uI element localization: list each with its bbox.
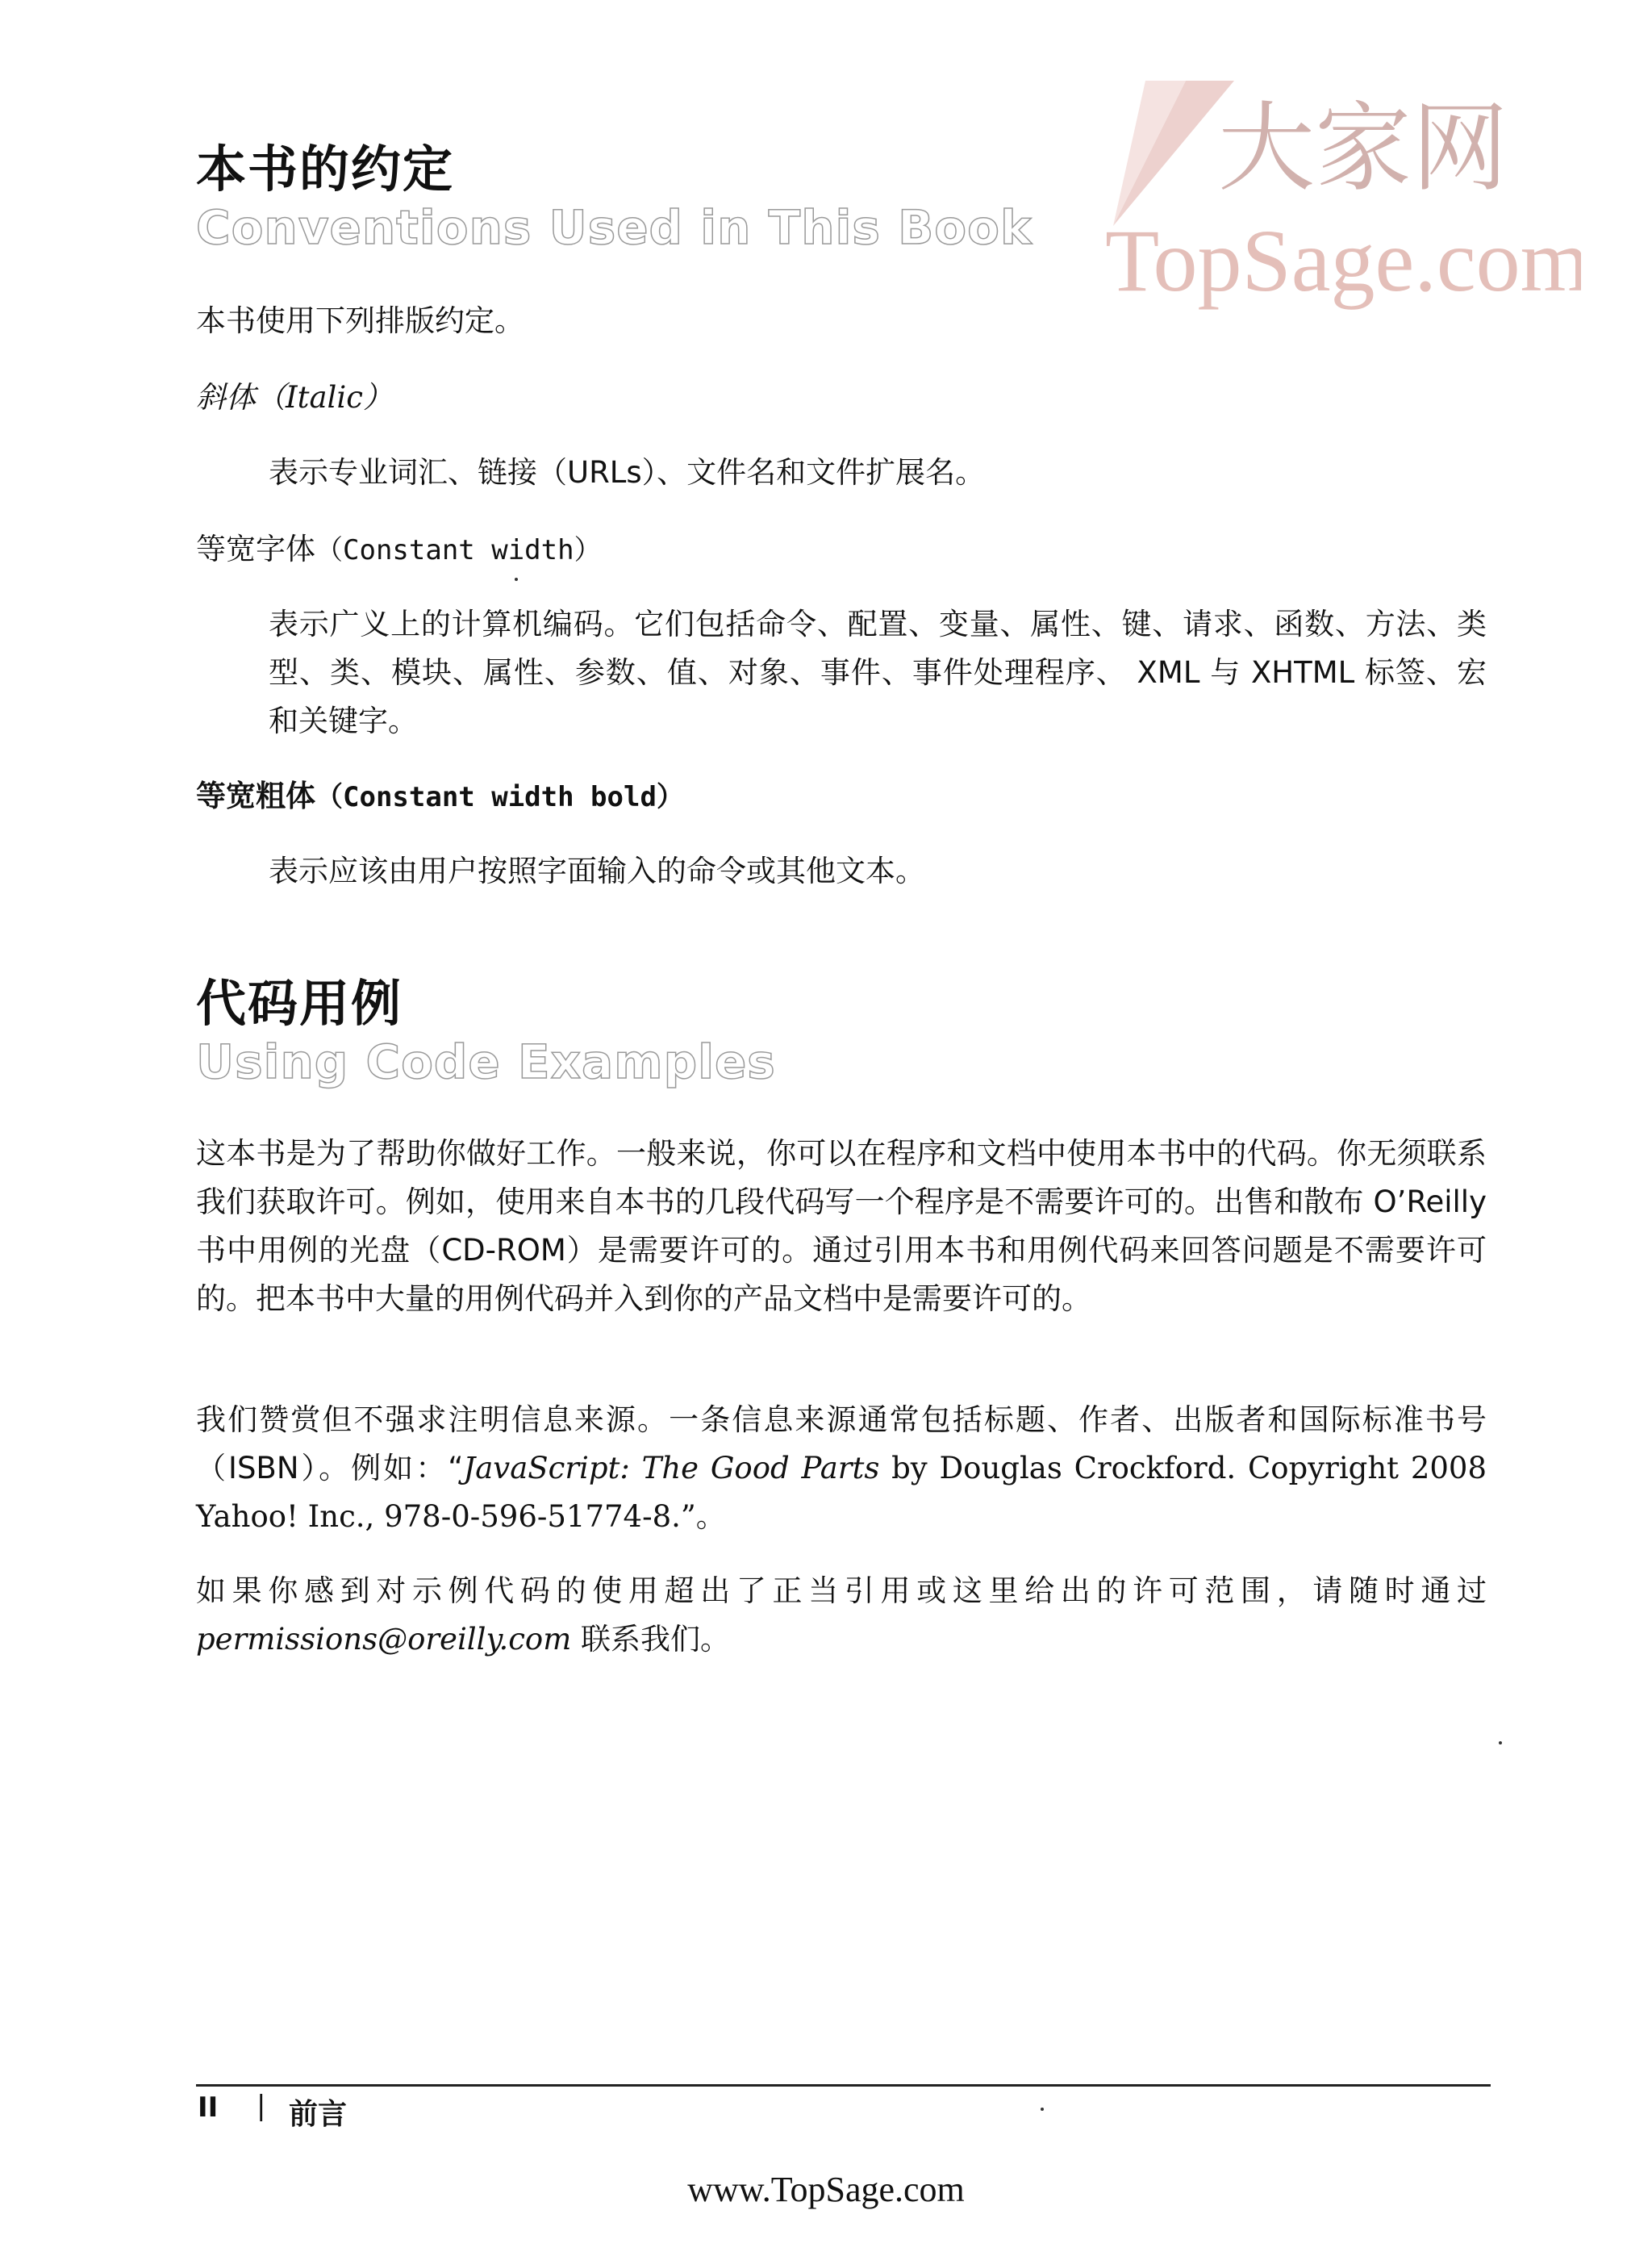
footer-rule bbox=[196, 2084, 1491, 2087]
para2-book-title: JavaScript: The Good Parts bbox=[463, 1451, 880, 1485]
term-bold-cn: 等宽粗体 bbox=[196, 779, 315, 813]
svg-text:TopSage.com: TopSage.com bbox=[1105, 211, 1581, 310]
para3-end: 联系我们。 bbox=[571, 1622, 731, 1657]
para3-start: 如果你感到对示例代码的使用超出了正当引用或这里给出的许可范围，请随时通过 bbox=[196, 1573, 1487, 1608]
para2-end: by Douglas Crockford. Copyright 2008 Yahoo! Inc., 978-0-596-51774-8.”。 bbox=[196, 1451, 1487, 1534]
scan-speck bbox=[1041, 2108, 1044, 2111]
site-url[interactable]: www.TopSage.com bbox=[687, 2170, 965, 2209]
footer-chapter-label: 前言 bbox=[289, 2098, 348, 2131]
term-bold-en: （Constant width bold） bbox=[315, 781, 684, 813]
scan-speck bbox=[515, 578, 518, 581]
topsage-logo bbox=[1097, 48, 1581, 323]
svg-text:大家网: 大家网 bbox=[1218, 93, 1508, 205]
term-italic-desc: 表示专业词汇、链接（URLs）、文件名和文件扩展名。 bbox=[269, 455, 986, 490]
scan-speck bbox=[1499, 1741, 1502, 1744]
conventions-intro: 本书使用下列排版约定。 bbox=[196, 303, 524, 338]
code-examples-para-1: 这本书是为了帮助你做好工作。一般来说，你可以在程序和文档中使用本书中的代码。你无须联系我们获取许可。例如，使用来自本书的几段代码写一个程序是不需要许可的。出售和散布 O’Reilly 书中用例的光盘（CD-ROM）是需要许可的。通过引用本书和用例代码来回答问题是不需要许可的。把本书中大量的用例代码并入到你的产品文档中是需要许可的。 bbox=[196, 1136, 1487, 1316]
section-subtitle-conventions: Conventions Used in This Book bbox=[196, 200, 1032, 255]
term-italic bbox=[196, 373, 393, 416]
term-mono-cn: 等宽字体 bbox=[196, 532, 315, 566]
para2-start: 我们赞赏但不强求注明信息来源。一条信息来源通常包括标题、作者、出版者和国际标准书号（ISBN）。例如：“ bbox=[196, 1402, 1487, 1485]
section-subtitle-code-examples: Using Code Examples bbox=[196, 1034, 776, 1089]
section-title-conventions: 本书的约定 bbox=[196, 140, 455, 198]
footer-separator: | bbox=[257, 2090, 266, 2122]
permissions-email-link[interactable]: permissions@oreilly.com bbox=[196, 1622, 572, 1657]
term-mono-en: （Constant width） bbox=[315, 534, 602, 566]
term-italic-en: （Italic） bbox=[256, 380, 393, 415]
term-constant-width bbox=[196, 524, 602, 568]
term-constant-width-bold bbox=[196, 771, 684, 815]
footer-page-number: II bbox=[198, 2091, 219, 2124]
code-examples-para-3 bbox=[196, 1567, 1487, 1664]
term-constant-width-desc: 表示广义上的计算机编码。它们包括命令、配置、变量、属性、键、请求、函数、方法、类型、类、模块、属性、参数、值、对象、事件、事件处理程序、 XML 与 XHTML 标签、宏和关键字。 bbox=[269, 607, 1487, 738]
term-italic-cn: 斜体 bbox=[196, 380, 256, 415]
code-examples-para-2 bbox=[196, 1396, 1487, 1541]
term-constant-width-bold-desc: 表示应该由用户按照字面输入的命令或其他文本。 bbox=[269, 854, 925, 888]
section-title-code-examples: 代码用例 bbox=[196, 974, 403, 1033]
